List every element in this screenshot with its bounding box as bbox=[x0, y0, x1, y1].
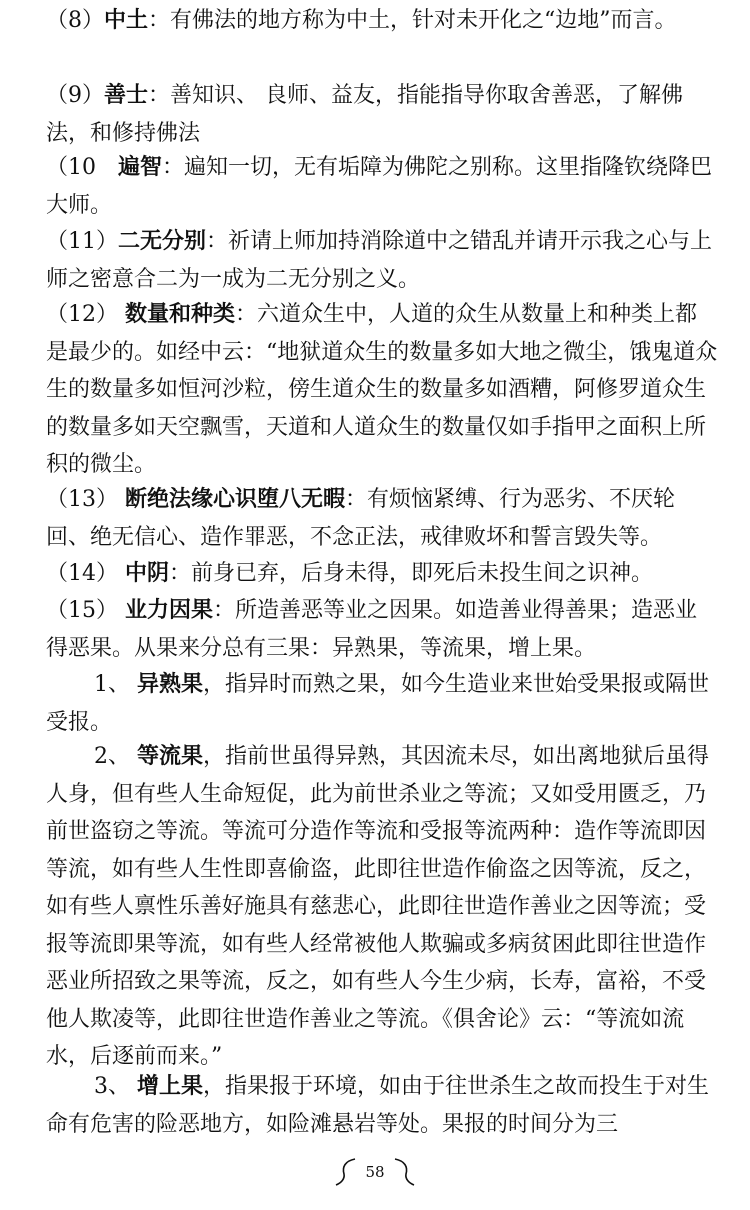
note-prefix: （10 bbox=[46, 155, 118, 180]
subnote-text: ，指果报于环境，如由于往世杀生之故而投生于对生命有危害的险恶地方，如险滩悬岩等处。果报的时间分为三 bbox=[46, 1074, 710, 1137]
note-term: 中土 bbox=[104, 7, 149, 33]
subnote-prefix: 2、 bbox=[94, 744, 137, 769]
note-text: ：前身已弃，后身未得，即死后未投生间之识神。 bbox=[169, 561, 654, 586]
subnote-prefix: 1、 bbox=[94, 672, 137, 697]
subnote-prefix: 3、 bbox=[94, 1074, 137, 1099]
note-term: 中阴 bbox=[125, 560, 170, 586]
note-text: ：善知识、 良师、益友，指能指导你取舍善恶，了解佛法，和修持佛法 bbox=[46, 83, 684, 146]
note-9 bbox=[46, 77, 718, 152]
note-term: 业力因果 bbox=[125, 597, 214, 623]
note-8 bbox=[46, 2, 718, 40]
note-prefix: （8） bbox=[46, 8, 104, 33]
page-footer bbox=[0, 1152, 750, 1192]
note-text: ：祈请上师加持消除道中之错乱并请开示我之心与上师之密意合二为一成为二无分别之义。 bbox=[46, 229, 713, 292]
note-13 bbox=[46, 481, 718, 556]
note-term: 遍智 bbox=[118, 154, 163, 180]
subnote-term: 等流果 bbox=[137, 743, 204, 769]
note-text: ：所造善恶等业之因果。如造善业得善果；造恶业得恶果。从果来分总有三果：异熟果，等流果，增上果。 bbox=[46, 598, 698, 661]
left-ornament-icon bbox=[333, 1155, 359, 1189]
note-prefix: （9） bbox=[46, 83, 104, 108]
subnote-1 bbox=[46, 666, 718, 741]
note-prefix: （11） bbox=[46, 229, 118, 254]
note-text: ：有佛法的地方称为中土，针对未开化之“边地”而言。 bbox=[148, 8, 677, 33]
note-text: ：六道众生中，人道的众生从数量上和种类上都是最少的。如经中云：“地狱道众生的数量多如大地之微尘，饿鬼道众生的数量多如恒河沙粒，傍生道众生的数量多如酒糟，阿修罗道众生的数量多如天空飘雪，天道和人道众生的数量仅如手指甲之面积上所积的微尘。 bbox=[46, 302, 718, 477]
subnote-3 bbox=[46, 1068, 718, 1143]
note-11 bbox=[46, 223, 718, 298]
page-number: 58 bbox=[365, 1163, 385, 1181]
subnote-text: ，指异时而熟之果，如今生造业来世始受果报或隔世受报。 bbox=[46, 672, 710, 735]
note-prefix: （12） bbox=[46, 302, 125, 327]
note-term: 善士 bbox=[104, 82, 149, 108]
note-text: ：有烦恼紧缚、行为恶劣、不厌轮回、绝无信心、造作罪恶，不念正法，戒律败坏和誓言毁失等。 bbox=[46, 487, 676, 550]
subnote-term: 异熟果 bbox=[137, 671, 204, 697]
note-prefix: （13） bbox=[46, 487, 125, 512]
subnote-term: 增上果 bbox=[137, 1073, 204, 1099]
note-prefix: （14） bbox=[46, 561, 125, 586]
note-term: 断绝法缘心识堕八无暇 bbox=[125, 486, 346, 512]
subnote-2 bbox=[46, 738, 718, 1076]
note-10 bbox=[46, 149, 718, 224]
note-term: 数量和种类 bbox=[125, 301, 236, 327]
note-term: 二无分别 bbox=[118, 228, 207, 254]
note-14 bbox=[46, 555, 718, 593]
note-12 bbox=[46, 296, 718, 484]
note-text: ：遍知一切，无有垢障为佛陀之别称。这里指隆钦绕降巴大师。 bbox=[46, 155, 713, 218]
subnote-text: ，指前世虽得异熟，其因流未尽，如出离地狱后虽得人身，但有些人生命短促，此为前世杀业之等流；又如受用匮乏，乃前世盗窃之等流。等流可分造作等流和受报等流两种：造作等流即因等流，如有些人生性即喜偷盗，此即往世造作偷盗之因等流，反之，如有些人禀性乐善好施具有慈悲心，此即往世造作善业之因等流；受报等流即果等流，如有些人经常被他人欺骗或多病贫困此即往世造作恶业所招致之果等流，反之，如有些人今生少病，长寿，富裕，不受他人欺凌等，此即往世造作善业之等流。《俱舍论》云：“等流如流水，后逐前而来。” bbox=[46, 744, 710, 1069]
right-ornament-icon bbox=[391, 1155, 417, 1189]
note-15 bbox=[46, 592, 718, 667]
note-prefix: （15） bbox=[46, 598, 125, 623]
